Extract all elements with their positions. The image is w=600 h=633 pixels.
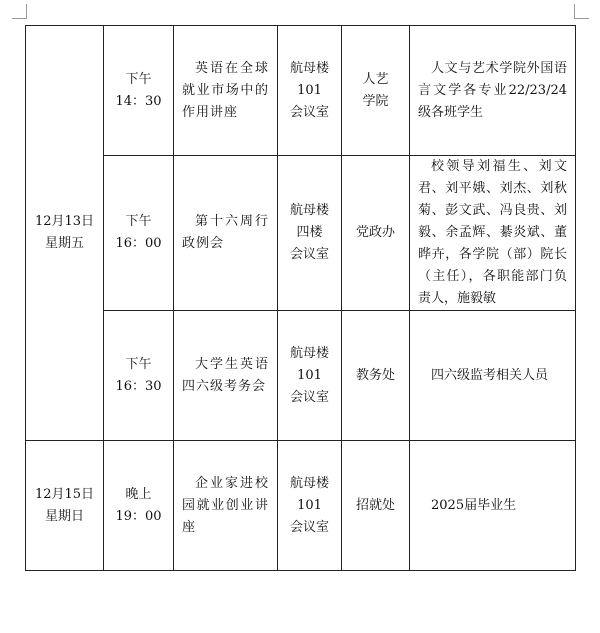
date-cell [26,441,104,571]
time-value: 16：30 [115,378,162,394]
time-period: 下午 [125,214,152,229]
time-cell [104,311,174,441]
place-room-type: 会议室 [289,519,329,535]
table-row [26,441,576,571]
time-cell [104,156,174,311]
time-period: 晚上 [125,486,152,502]
table-row [26,156,576,311]
place-building: 航母楼 [289,203,329,218]
page-corner-mark-left [12,4,27,19]
organizer-cell [342,311,410,441]
schedule-table [25,25,576,571]
place-room-type: 会议室 [289,104,329,120]
place-cell [278,26,342,156]
time-period: 下午 [125,356,152,372]
organizer-cell [342,26,410,156]
participants-cell: 人文与艺术学院外国语言文学各专业22/23/24级各班学生 [410,26,576,156]
organizer-text: 学院 [362,93,389,109]
place-room: 四楼 [296,225,323,240]
time-value: 14：30 [115,93,162,109]
date-text: 12月15日 [34,486,95,502]
date-text: 12月13日 [34,214,95,229]
place-cell [278,441,342,571]
participants-cell: 四六级监考相关人员 [410,311,576,441]
participants-cell: 校领导刘福生、刘文君、刘平娥、刘杰、刘秋菊、彭文武、冯良贵、刘毅、余孟辉、綦炎斌、董晔卉，各学院（部）院长（主任），各职能部门负责人，施毅敏 [410,156,576,311]
topic-cell: 第十六周行政例会 [174,156,278,311]
place-building: 航母楼 [289,345,329,361]
place-building: 航母楼 [289,60,329,76]
organizer-text: 招就处 [355,497,395,513]
time-cell [104,26,174,156]
time-value: 16：00 [115,236,162,251]
place-cell [278,156,342,311]
topic-cell: 企业家进校园就业创业讲座 [174,441,278,571]
place-building: 航母楼 [289,475,329,491]
participants-cell: 2025届毕业生 [410,441,576,571]
place-room-type: 会议室 [289,389,329,405]
organizer-text: 党政办 [355,225,395,240]
place-room: 101 [297,497,322,513]
organizer-text: 教务处 [355,367,395,383]
place-room-type: 会议室 [289,247,329,262]
weekday-text: 星期五 [44,236,84,251]
page-corner-mark-right [574,4,589,19]
table-row [26,311,576,441]
table-row [26,26,576,156]
time-period: 下午 [125,71,152,87]
weekday-text: 星期日 [44,508,84,524]
topic-cell: 大学生英语四六级考务会 [174,311,278,441]
place-cell [278,311,342,441]
time-value: 19：00 [115,508,162,524]
place-room: 101 [297,82,322,98]
topic-cell: 英语在全球就业市场中的作用讲座 [174,26,278,156]
place-room: 101 [297,367,322,383]
organizer-text: 人艺 [362,71,389,87]
organizer-cell [342,441,410,571]
time-cell [104,441,174,571]
date-cell [26,26,104,441]
organizer-cell [342,156,410,311]
